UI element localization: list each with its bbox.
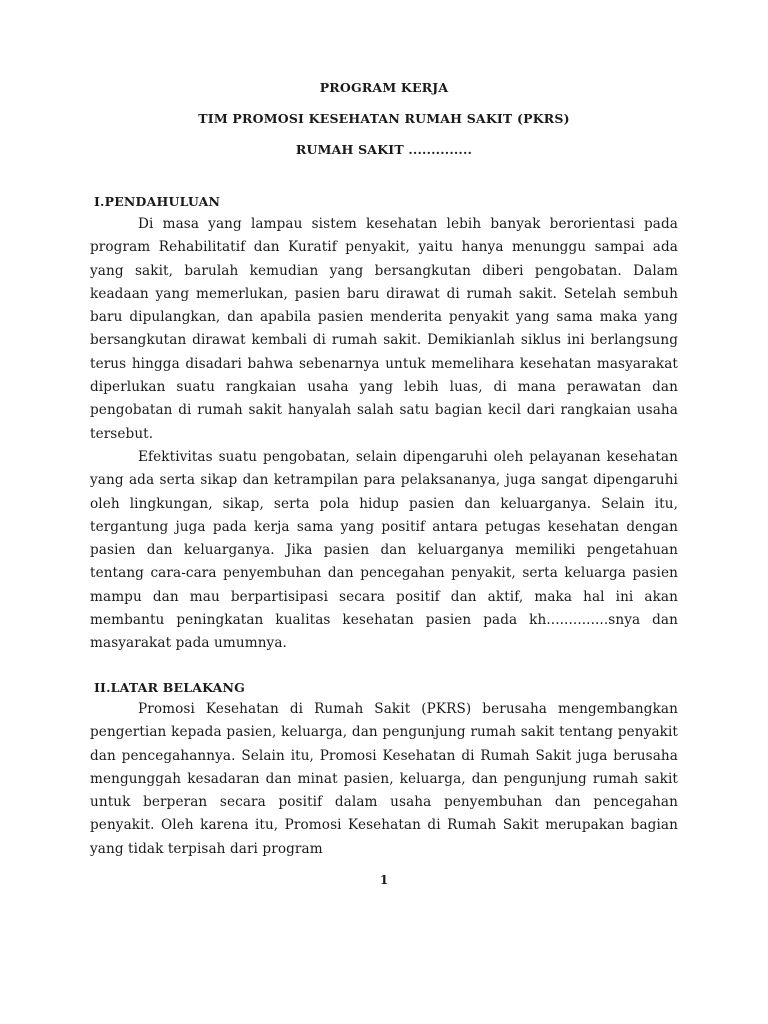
paragraph-pendahuluan-1: Di masa yang lampau sistem kesehatan lebih banyak berorientasi pada program Rehabilitatif dan Kuratif penyakit, yaitu hanya menunggu sampai ada yang sakit, barulah kemudian yang bersangkutan diberi pengobatan. Dalam keadaan yang memerlukan, pasien baru dirawat di rumah sakit. Setelah sembuh baru dipulangkan, dan apabila pasien menderita penyakit yang sama maka yang bersangkutan dirawat kembali di rumah sakit. Demikianlah siklus ini berlangsung terus hingga disadari bahwa sebenarnya untuk memelihara kesehatan masyarakat diperlukan suatu rangkaian usaha yang lebih luas, di mana perawatan dan pengobatan di rumah sakit hanyalah salah satu bagian kecil dari rangkaian usaha tersebut. [90, 216, 678, 442]
section-heading-pendahuluan: I.PENDAHULUAN [94, 194, 221, 209]
section-heading-latar-belakang: II.LATAR BELAKANG [94, 680, 246, 695]
hospital-name-line: RUMAH SAKIT .............. [295, 142, 473, 157]
paragraph-pendahuluan-2: Efektivitas suatu pengobatan, selain dipengaruhi oleh pelayanan kesehatan yang ada serta sikap dan ketrampilan para pelaksananya, juga sangat dipengaruhi oleh lingkungan, sikap, serta pola hidup pasien dan keluarganya. Selain itu, tergantung juga pada kerja sama yang positif antara petugas kesehatan dengan pasien dan keluarganya. Jika pasien dan keluarganya memiliki pengetahuan tentang cara-cara penyembuhan dan pencegahan penyakit, serta keluarga pasien mampu dan mau berpartisipasi secara positif dan aktif, maka hal ini akan membantu peningkatan kualitas kesehatan pasien pada kh..............snya dan masyarakat pada umumnya. [90, 449, 678, 652]
paragraph-latar-belakang-1: Promosi Kesehatan di Rumah Sakit (PKRS) berusaha mengembangkan pengertian kepada pasien, keluarga, dan pengunjung rumah sakit tentang penyakit dan pencegahannya. Selain itu, Promosi Kesehatan di Rumah Sakit juga berusaha mengunggah kesadaran dan minat pasien, keluarga, dan pengunjung rumah sakit untuk berperan secara positif dalam usaha penyembuhan dan pencegahan penyakit. Oleh karena itu, Promosi Kesehatan di Rumah Sakit merupakan bagian yang tidak terpisah dari program [90, 701, 678, 857]
document-subtitle: TIM PROMOSI KESEHATAN RUMAH SAKIT (PKRS) [198, 111, 570, 126]
page-number: 1 [379, 873, 389, 887]
document-title: PROGRAM KERJA [319, 80, 449, 95]
